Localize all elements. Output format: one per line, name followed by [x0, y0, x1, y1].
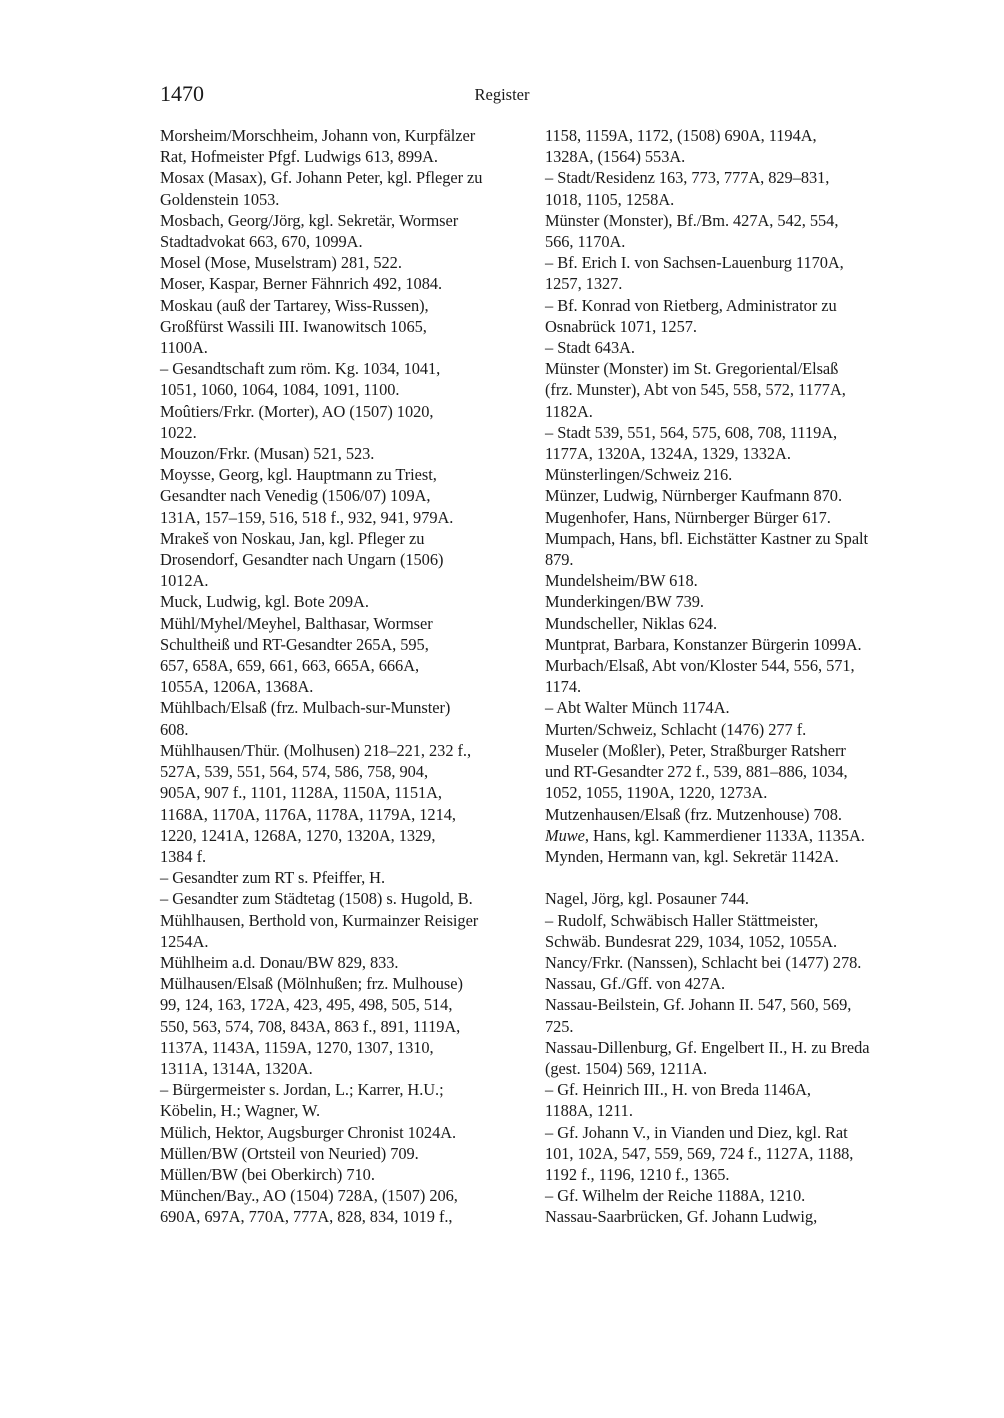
entry-line: 690A, 697A, 770A, 777A, 828, 834, 1019 f.,: [160, 1207, 453, 1227]
entry-line: 1384 f.: [160, 846, 207, 866]
entry-line: – Bürgermeister s. Jordan, L.; Karrer, H.U.;: [160, 1080, 444, 1100]
index-entry: [545, 591, 930, 612]
entry-line: Drosendorf, Gesandter nach Ungarn (1506): [160, 550, 444, 570]
entry-line: Münster (Monster), Bf./Bm. 427A, 542, 554,: [545, 210, 839, 230]
index-entry: [160, 1164, 540, 1185]
index-entry: [160, 401, 540, 443]
entry-line: Mühlbach/Elsaß (frz. Mulbach-sur-Munster): [160, 698, 451, 718]
index-entry: [545, 825, 930, 846]
entry-line: Großfürst Wassili III. Iwanowitsch 1065,: [160, 316, 427, 336]
entry-line: Mouzon/Frkr. (Musan) 521, 523.: [160, 444, 375, 464]
index-entry: [160, 210, 540, 252]
index-entry: [545, 210, 930, 252]
entry-line: Morsheim/Morschheim, Johann von, Kurpfälzer: [160, 126, 476, 145]
index-entry: [545, 846, 930, 867]
entry-line: Mosax (Masax), Gf. Johann Peter, kgl. Pfleger zu: [160, 168, 483, 188]
entry-line: 1137A, 1143A, 1159A, 1270, 1307, 1310,: [160, 1037, 434, 1057]
entry-line: – Gf. Johann V., in Vianden und Diez, kgl. Rat: [545, 1122, 848, 1142]
index-entry: [160, 252, 540, 273]
entry-line: Mühlhausen, Berthold von, Kurmainzer Reisiger: [160, 910, 479, 930]
entry-line: Mülich, Hektor, Augsburger Chronist 1024A.: [160, 1122, 457, 1142]
index-entry: [545, 167, 930, 209]
index-entry: [545, 507, 930, 528]
index-entry: [545, 528, 930, 570]
entry-line: und RT-Gesandter 272 f., 539, 881–886, 1034,: [545, 762, 848, 782]
running-head: Register: [474, 85, 530, 104]
entry-line: Mynden, Hermann van, kgl. Sekretär 1142A.: [545, 846, 839, 866]
entry-line: Münsterlingen/Schweiz 216.: [545, 465, 733, 485]
entry-line: Muck, Ludwig, kgl. Bote 209A.: [160, 592, 369, 612]
entry-line: 657, 658A, 659, 661, 663, 665A, 666A,: [160, 656, 420, 676]
entry-line: Rat, Hofmeister Pfgf. Ludwigs 613, 899A.: [160, 147, 438, 167]
entry-line: – Stadt 539, 551, 564, 575, 608, 708, 1119A,: [545, 422, 838, 442]
entry-line: (frz. Munster), Abt von 545, 558, 572, 1177A,: [545, 380, 846, 400]
entry-line: 1051, 1060, 1064, 1084, 1091, 1100.: [160, 380, 400, 400]
entry-line: Moser, Kaspar, Berner Fähnrich 492, 1084.: [160, 274, 443, 294]
index-entry: [545, 337, 930, 358]
index-entry: [545, 613, 930, 634]
entry-line: 1012A.: [160, 571, 209, 591]
entry-line: – Rudolf, Schwäbisch Haller Stättmeister,: [545, 910, 819, 930]
entry-line: Munderkingen/BW 739.: [545, 592, 704, 612]
index-entry: [545, 422, 930, 464]
entry-line: Muwe, Hans, kgl. Kammerdiener 1133A, 1135A.: [545, 825, 865, 845]
index-entry: [545, 295, 930, 337]
entry-line: Mosbach, Georg/Jörg, kgl. Sekretär, Wormser: [160, 210, 459, 230]
entry-line: Köbelin, H.; Wagner, W.: [160, 1101, 321, 1121]
index-column-left: [160, 125, 540, 1228]
entry-line: 566, 1170A.: [545, 232, 626, 252]
entry-line: Mühl/Myhel/Meyhel, Balthasar, Wormser: [160, 613, 433, 633]
index-entry: [545, 888, 930, 909]
entry-line: Mundelsheim/BW 618.: [545, 571, 698, 591]
index-entry: [160, 443, 540, 464]
entry-line: – Gesandter zum Städtetag (1508) s. Hugold, B.: [160, 889, 473, 909]
index-entry: [160, 1143, 540, 1164]
index-entry: [545, 910, 930, 952]
index-entry: [160, 952, 540, 973]
entry-line: Nassau-Dillenburg, Gf. Engelbert II., H. zu Breda: [545, 1037, 870, 1057]
entry-line: Mugenhofer, Hans, Nürnberger Bürger 617.: [545, 507, 831, 527]
entry-line: – Stadt 643A.: [545, 338, 635, 358]
entry-line: Osnabrück 1071, 1257.: [545, 316, 697, 336]
entry-line: Muntprat, Barbara, Konstanzer Bürgerin 1099A.: [545, 634, 862, 654]
entry-line: 608.: [160, 719, 189, 739]
entry-line: Münster (Monster) im St. Gregoriental/Elsaß: [545, 359, 839, 379]
entry-line: – Gesandter zum RT s. Pfeiffer, H.: [160, 868, 386, 888]
entry-line: 1022.: [160, 422, 197, 442]
entry-line: – Gf. Wilhelm der Reiche 1188A, 1210.: [545, 1186, 806, 1206]
entry-line: – Abt Walter Münch 1174A.: [545, 698, 730, 718]
index-entry: [160, 910, 540, 952]
entry-line: – Bf. Erich I. von Sachsen-Lauenburg 1170A,: [545, 253, 844, 273]
entry-line: 1182A.: [545, 401, 593, 421]
index-entry: [545, 697, 930, 718]
entry-line: 1100A.: [160, 338, 208, 358]
index-entry: [160, 867, 540, 888]
entry-line: Moysse, Georg, kgl. Hauptmann zu Triest,: [160, 465, 437, 485]
entry-line: 1052, 1055, 1190A, 1220, 1273A.: [545, 783, 768, 803]
index-entry: [545, 634, 930, 655]
index-entry: [160, 125, 540, 167]
index-entry: [545, 994, 930, 1036]
index-column-right: [545, 125, 930, 1228]
entry-line: Nassau-Saarbrücken, Gf. Johann Ludwig,: [545, 1207, 818, 1227]
index-entry: [545, 1122, 930, 1186]
entry-line: Nassau, Gf./Gff. von 427A.: [545, 974, 726, 994]
index-entry: [160, 528, 540, 592]
entry-line: Mumpach, Hans, bfl. Eichstätter Kastner zu Spalt: [545, 528, 869, 548]
section-gap: [545, 867, 930, 888]
entry-line: 1055A, 1206A, 1368A.: [160, 677, 314, 697]
index-entry: [545, 973, 930, 994]
index-entry: [160, 167, 540, 209]
entry-line: 131A, 157–159, 516, 518 f., 932, 941, 979A.: [160, 507, 454, 527]
index-entry: [160, 464, 540, 528]
entry-line: – Bf. Konrad von Rietberg, Administrator zu: [545, 295, 837, 315]
entry-line: Mülhausen/Elsaß (Mölnhußen; frz. Mulhouse): [160, 974, 463, 994]
entry-line: 99, 124, 163, 172A, 423, 495, 498, 505, 514,: [160, 995, 453, 1015]
index-entry: [545, 952, 930, 973]
entry-line: Museler (Moßler), Peter, Straßburger Ratsherr: [545, 740, 846, 760]
entry-line: 1158, 1159A, 1172, (1508) 690A, 1194A,: [545, 126, 817, 145]
entry-line: Moûtiers/Frkr. (Morter), AO (1507) 1020,: [160, 401, 434, 421]
entry-line: Murbach/Elsaß, Abt von/Kloster 544, 556, 571,: [545, 656, 855, 676]
entry-line: 1254A.: [160, 931, 209, 951]
entry-line: 905A, 907 f., 1101, 1128A, 1150A, 1151A,: [160, 783, 442, 803]
index-entry: [160, 273, 540, 294]
entry-line: Mundscheller, Niklas 624.: [545, 613, 717, 633]
entry-line: – Gesandtschaft zum röm. Kg. 1034, 1041,: [160, 359, 441, 379]
entry-line: Mutzenhausen/Elsaß (frz. Mutzenhouse) 708.: [545, 804, 842, 824]
entry-line: 1192 f., 1196, 1210 f., 1365.: [545, 1164, 730, 1184]
entry-line: Gesandter nach Venedig (1506/07) 109A,: [160, 486, 431, 506]
entry-line: Moskau (auß der Tartarey, Wiss-Russen),: [160, 295, 429, 315]
index-entry: [545, 252, 930, 294]
index-entry: [545, 655, 930, 697]
entry-line: 527A, 539, 551, 564, 574, 586, 758, 904,: [160, 762, 428, 782]
index-entry: [545, 719, 930, 740]
index-entry: [160, 358, 540, 400]
entry-line: Nagel, Jörg, kgl. Posauner 744.: [545, 889, 749, 909]
entry-line: 101, 102A, 547, 559, 569, 724 f., 1127A, 1188,: [545, 1143, 854, 1163]
page-number: 1470: [160, 81, 204, 106]
index-entry: [545, 570, 930, 591]
entry-line: Nassau-Beilstein, Gf. Johann II. 547, 560, 569,: [545, 995, 852, 1015]
entry-line: 879.: [545, 550, 574, 570]
index-entry: [160, 591, 540, 612]
entry-line: Stadtadvokat 663, 670, 1099A.: [160, 232, 363, 252]
entry-line: Münzer, Ludwig, Nürnberger Kaufmann 870.: [545, 486, 843, 506]
entry-line: Mrakeš von Noskau, Jan, kgl. Pfleger zu: [160, 528, 425, 548]
index-entry: [160, 697, 540, 739]
entry-line: Müllen/BW (Ortsteil von Neuried) 709.: [160, 1143, 419, 1163]
entry-line: Schultheiß und RT-Gesandter 265A, 595,: [160, 634, 429, 654]
entry-line: – Stadt/Residenz 163, 773, 777A, 829–831,: [545, 168, 830, 188]
entry-line: Mühlheim a.d. Donau/BW 829, 833.: [160, 952, 399, 972]
entry-line: – Gf. Heinrich III., H. von Breda 1146A,: [545, 1080, 811, 1100]
index-entry: [160, 1079, 540, 1121]
entry-line: Murten/Schweiz, Schlacht (1476) 277 f.: [545, 719, 807, 739]
index-entry: [545, 1206, 930, 1227]
entry-line: 1328A, (1564) 553A.: [545, 147, 686, 167]
entry-line: Goldenstein 1053.: [160, 189, 280, 209]
index-entry: [545, 804, 930, 825]
index-entry: [545, 358, 930, 422]
entry-line: Mosel (Mose, Muselstram) 281, 522.: [160, 253, 402, 273]
index-entry: [545, 485, 930, 506]
index-entry: [160, 295, 540, 359]
entry-line: 725.: [545, 1016, 574, 1036]
entry-line: Mühlhausen/Thür. (Molhusen) 218–221, 232 f.,: [160, 740, 472, 760]
index-entry: [545, 1079, 930, 1121]
entry-line: Schwäb. Bundesrat 229, 1034, 1052, 1055A.: [545, 931, 838, 951]
index-entry: [160, 1122, 540, 1143]
entry-line: Müllen/BW (bei Oberkirch) 710.: [160, 1164, 375, 1184]
index-entry: [160, 740, 540, 867]
entry-line: (gest. 1504) 569, 1211A.: [545, 1058, 708, 1078]
entry-line: 550, 563, 574, 708, 843A, 863 f., 891, 1119A,: [160, 1016, 461, 1036]
index-entry: [545, 464, 930, 485]
entry-line: 1177A, 1320A, 1324A, 1329, 1332A.: [545, 444, 791, 464]
entry-line: 1311A, 1314A, 1320A.: [160, 1058, 313, 1078]
entry-line: 1220, 1241A, 1268A, 1270, 1320A, 1329,: [160, 825, 436, 845]
entry-line: 1168A, 1170A, 1176A, 1178A, 1179A, 1214,: [160, 804, 456, 824]
entry-line: 1018, 1105, 1258A.: [545, 189, 675, 209]
index-entry: [160, 1185, 540, 1227]
index-entry: [160, 973, 540, 1079]
entry-line: Nancy/Frkr. (Nanssen), Schlacht bei (1477) 278.: [545, 952, 862, 972]
index-entry: [160, 613, 540, 698]
index-entry: [160, 888, 540, 909]
index-entry: [545, 1185, 930, 1206]
entry-line: 1257, 1327.: [545, 274, 623, 294]
index-entry: [545, 740, 930, 804]
entry-line: München/Bay., AO (1504) 728A, (1507) 206,: [160, 1186, 458, 1206]
entry-line: 1174.: [545, 677, 582, 697]
entry-line: 1188A, 1211.: [545, 1101, 633, 1121]
index-entry: [545, 125, 930, 167]
index-entry: [545, 1037, 930, 1079]
